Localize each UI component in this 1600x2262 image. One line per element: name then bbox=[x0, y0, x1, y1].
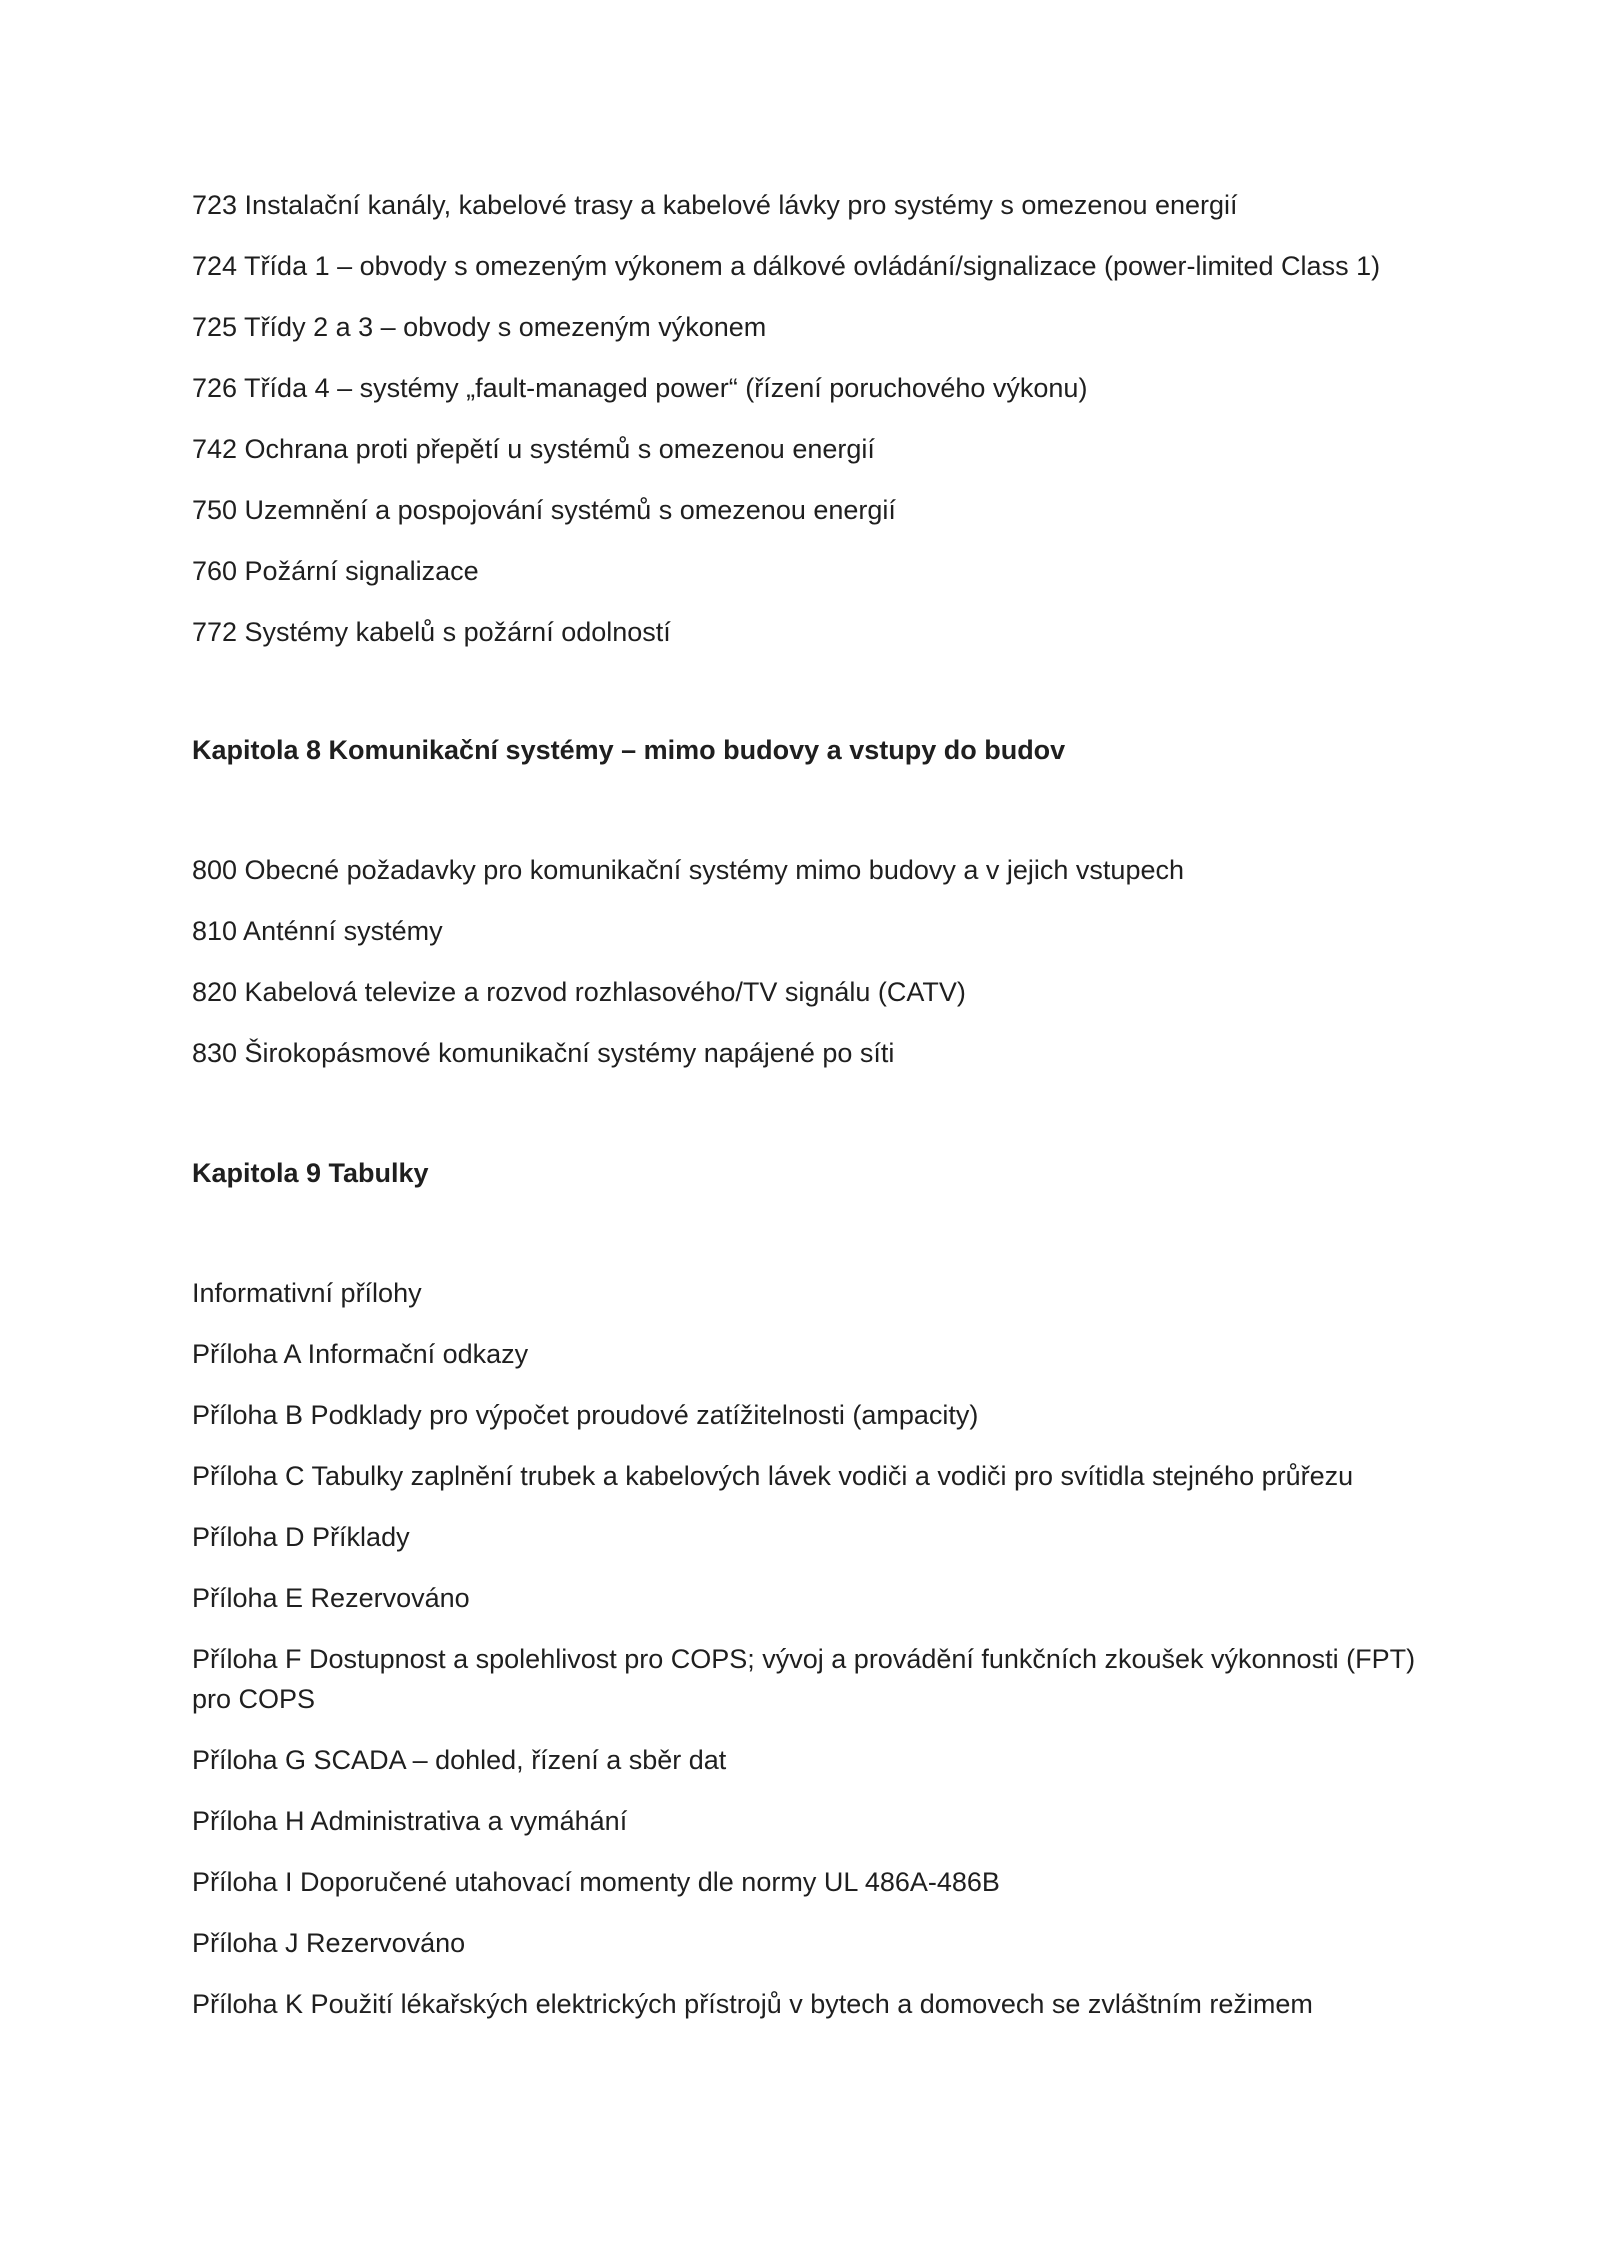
list-item: 742 Ochrana proti přepětí u systémů s omezenou energií bbox=[192, 434, 875, 464]
annex-item: Příloha A Informační odkazy bbox=[192, 1339, 529, 1369]
list-item: 810 Anténní systémy bbox=[192, 916, 443, 946]
list-item: 724 Třída 1 – obvody s omezeným výkonem a dálkové ovládání/signalizace (power-limited Class 1) bbox=[192, 251, 1381, 281]
list-item: 830 Širokopásmové komunikační systémy napájené po síti bbox=[192, 1038, 895, 1068]
list-item: 772 Systémy kabelů s požární odolností bbox=[192, 617, 671, 647]
annex-item: Příloha C Tabulky zaplnění trubek a kabelových lávek vodiči a vodiči pro svítidla stejného průřezu bbox=[192, 1461, 1354, 1491]
annex-item: Příloha G SCADA – dohled, řízení a sběr dat bbox=[192, 1745, 727, 1775]
chapter-9-heading: Kapitola 9 Tabulky bbox=[192, 1158, 429, 1188]
list-item: 750 Uzemnění a pospojování systémů s omezenou energií bbox=[192, 495, 896, 525]
document-content bbox=[192, 185, 1422, 2045]
annex-item: Příloha F Dostupnost a spolehlivost pro COPS; vývoj a provádění funkčních zkoušek výkonnosti (FPT) pro COPS bbox=[192, 1644, 1416, 1714]
annex-item: Příloha E Rezervováno bbox=[192, 1583, 470, 1613]
list-item: 725 Třídy 2 a 3 – obvody s omezeným výkonem bbox=[192, 312, 767, 342]
annex-item: Příloha B Podklady pro výpočet proudové zatížitelnosti (ampacity) bbox=[192, 1400, 979, 1430]
list-item: 726 Třída 4 – systémy „fault-managed power“ (řízení poruchového výkonu) bbox=[192, 373, 1088, 403]
list-item: 800 Obecné požadavky pro komunikační systémy mimo budovy a v jejich vstupech bbox=[192, 855, 1184, 885]
annex-item: Příloha K Použití lékařských elektrických přístrojů v bytech a domovech se zvláštním režimem bbox=[192, 1989, 1313, 2019]
list-item: 820 Kabelová televize a rozvod rozhlasového/TV signálu (CATV) bbox=[192, 977, 966, 1007]
chapter-8-heading: Kapitola 8 Komunikační systémy – mimo budovy a vstupy do budov bbox=[192, 735, 1066, 765]
list-item: 760 Požární signalizace bbox=[192, 556, 479, 586]
annex-item: Příloha J Rezervováno bbox=[192, 1928, 466, 1958]
list-item: 723 Instalační kanály, kabelové trasy a kabelové lávky pro systémy s omezenou energií bbox=[192, 190, 1238, 220]
annex-item: Příloha D Příklady bbox=[192, 1522, 410, 1552]
annexes-title: Informativní přílohy bbox=[192, 1278, 422, 1308]
annex-item: Příloha H Administrativa a vymáhání bbox=[192, 1806, 628, 1836]
annex-item: Příloha I Doporučené utahovací momenty dle normy UL 486A-486B bbox=[192, 1867, 1000, 1897]
